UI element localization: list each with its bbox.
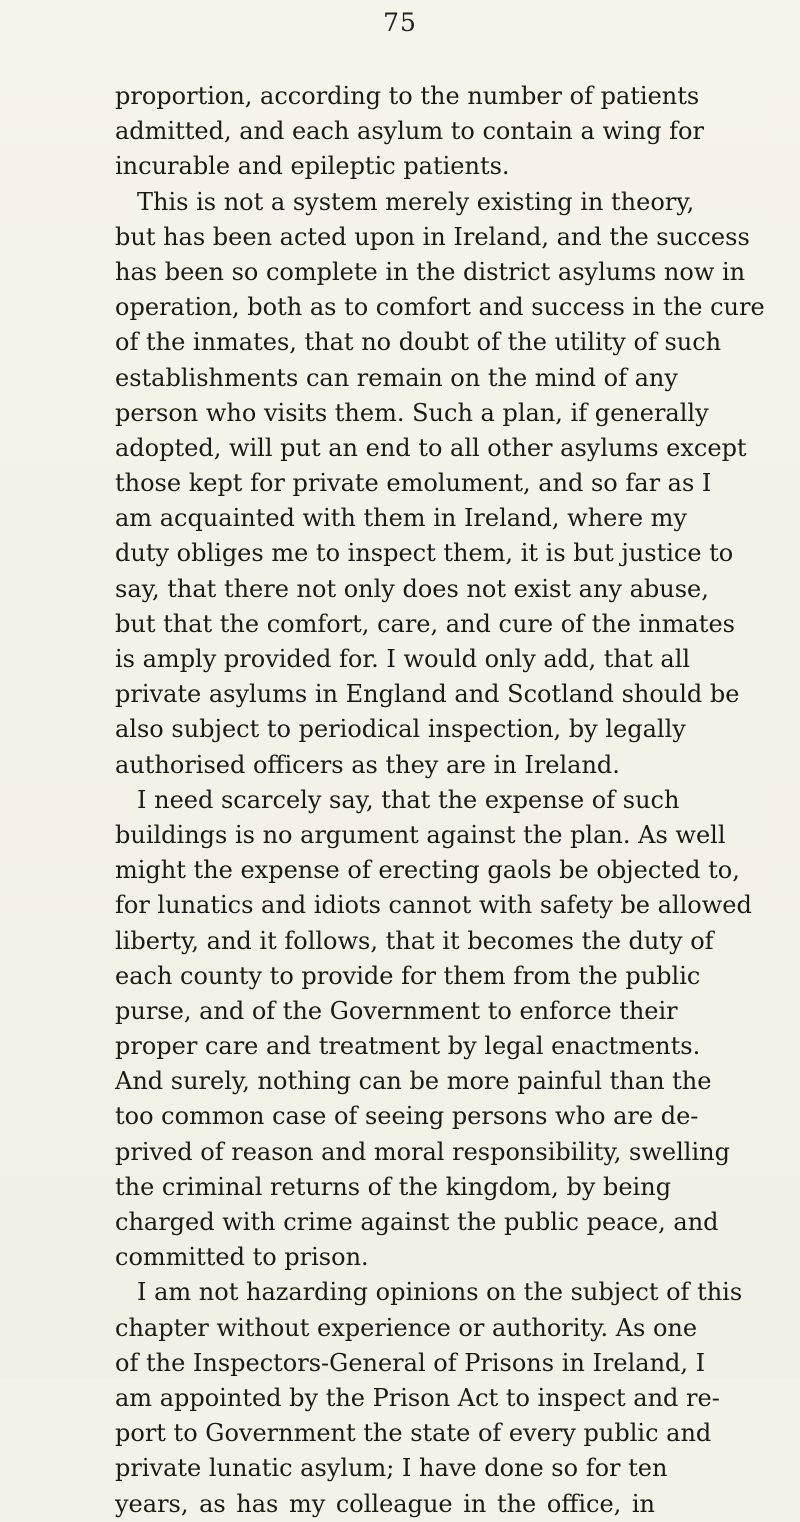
text-line: am appointed by the Prison Act to inspect and re- — [115, 1383, 720, 1412]
text-line: those kept for private emolument, and so far as I — [115, 469, 712, 498]
text-line: This is not a system merely existing in theory, — [137, 187, 695, 216]
text-line: authorised officers as they are in Ireland. — [115, 750, 620, 779]
text-line: proper care and treatment by legal enactments. — [115, 1032, 701, 1061]
body-text — [115, 79, 765, 1522]
text-line: I need scarcely say, that the expense of such — [137, 785, 680, 814]
text-line: charged with crime against the public peace, and — [115, 1208, 719, 1236]
text-line: private asylums in England and Scotland should be — [115, 680, 740, 709]
text-line: but has been acted upon in Ireland, and the success — [115, 222, 750, 251]
text-line: of the inmates, that no doubt of the utility of such — [115, 328, 722, 357]
text-line: private lunatic asylum; I have done so for ten — [115, 1454, 668, 1483]
text-line: adopted, will put an end to all other asylums except — [115, 433, 747, 462]
text-line: buildings is no argument against the plan. As well — [115, 820, 726, 849]
text-line: might the expense of erecting gaols be objected to, — [115, 856, 740, 885]
text-line: also subject to periodical inspection, by legally — [115, 715, 686, 744]
text-line: liberty, and it follows, that it becomes the duty of — [115, 926, 714, 955]
text-line: of the Inspectors-General of Prisons in Ireland, I — [115, 1348, 706, 1377]
text-line: committed to prison. — [115, 1243, 369, 1272]
text-line: has been so complete in the district asylums now in — [115, 257, 746, 286]
text-line: years, as has my colleague in the office, in — [115, 1489, 655, 1518]
text-line: am acquainted with them in Ireland, where my — [115, 504, 687, 533]
text-line: chapter without experience or authority. As one — [115, 1313, 698, 1342]
text-line: purse, and of the Government to enforce their — [115, 996, 678, 1025]
text-line: establishments can remain on the mind of any — [115, 363, 678, 392]
text-line: duty obliges me to inspect them, it is but justice to — [115, 539, 734, 568]
text-line: proportion, according to the number of patients — [115, 82, 700, 110]
text-line: admitted, and each asylum to contain a wing for — [115, 117, 704, 146]
text-line: person who visits them. Such a plan, if generally — [115, 398, 709, 427]
text-line: but that the comfort, care, and cure of the inmates — [115, 609, 735, 638]
text-line: the criminal returns of the kingdom, by being — [115, 1172, 672, 1201]
text-line: is amply provided for. I would only add, that all — [115, 645, 691, 673]
text-line: And surely, nothing can be more painful than the — [115, 1067, 712, 1096]
text-line: say, that there not only does not exist any abuse, — [115, 574, 709, 603]
text-line: I am not hazarding opinions on the subject of this — [137, 1278, 743, 1307]
text-line: too common case of seeing persons who are de- — [115, 1102, 699, 1131]
text-line: for lunatics and idiots cannot with safety be allowed — [115, 891, 752, 920]
text-line: port to Government the state of every public and — [115, 1419, 712, 1448]
text-line: prived of reason and moral responsibility, swelling — [115, 1137, 730, 1166]
text-line: operation, both as to comfort and success in the cure — [115, 293, 765, 322]
text-line: incurable and epileptic patients. — [115, 152, 510, 181]
page-number: 75 — [383, 8, 417, 37]
text-line: each county to provide for them from the public — [115, 961, 701, 990]
